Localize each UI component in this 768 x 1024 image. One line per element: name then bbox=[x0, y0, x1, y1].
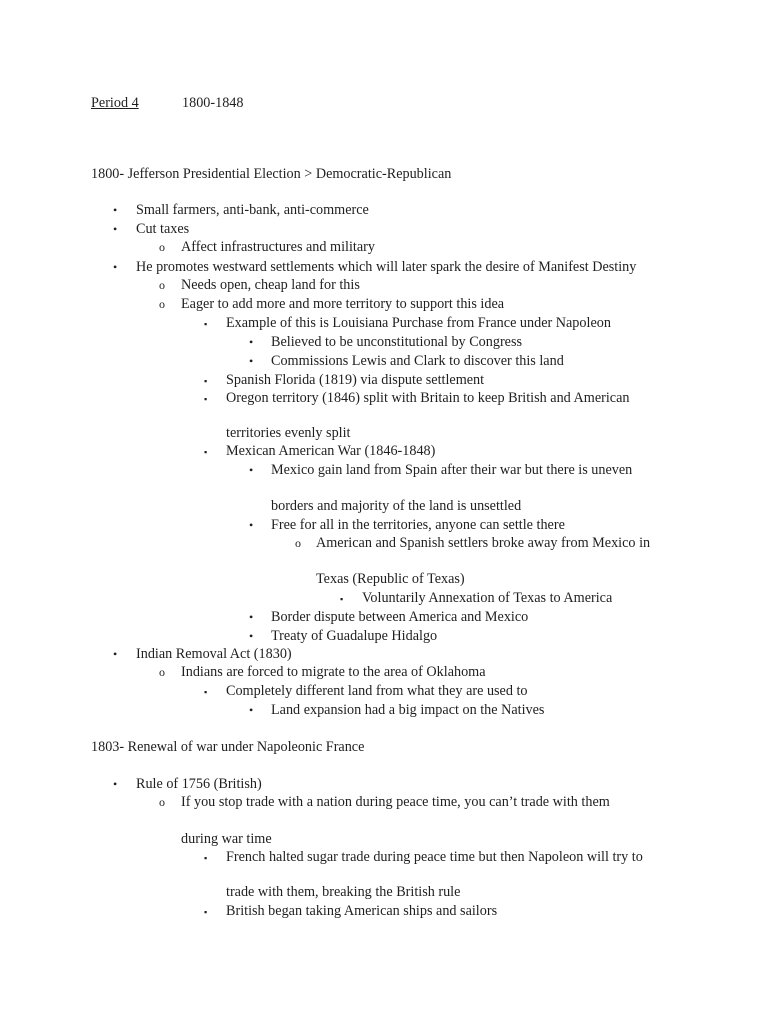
circle-marker: o bbox=[159, 795, 165, 809]
list-item-continuation: trade with them, breaking the British rule bbox=[226, 884, 461, 900]
circle-marker: o bbox=[159, 240, 165, 254]
bullet-marker: • bbox=[113, 777, 118, 791]
period-label: Period 4 bbox=[91, 95, 139, 111]
list-item-continuation: Texas (Republic of Texas) bbox=[316, 571, 465, 587]
list-item: Mexico gain land from Spain after their war but there is uneven bbox=[271, 462, 633, 478]
list-item-continuation: during war time bbox=[181, 831, 272, 847]
circle-marker: o bbox=[159, 297, 165, 311]
list-item: Indian Removal Act (1830) bbox=[136, 646, 292, 662]
square-marker: ▪ bbox=[204, 853, 208, 863]
section-heading-1800: 1800- Jefferson Presidential Election > Democratic-Republican bbox=[91, 166, 452, 182]
list-item: Indians are forced to migrate to the area of Oklahoma bbox=[181, 664, 486, 680]
bullet-marker: • bbox=[113, 647, 118, 661]
list-item: British began taking American ships and sailors bbox=[226, 903, 498, 919]
bullet-marker: • bbox=[249, 335, 254, 349]
list-item: Affect infrastructures and military bbox=[181, 239, 375, 255]
square-marker: ▪ bbox=[204, 687, 208, 697]
period-years: 1800-1848 bbox=[182, 95, 244, 111]
list-item: Border dispute between America and Mexico bbox=[271, 609, 529, 625]
list-item: Mexican American War (1846-1848) bbox=[226, 443, 436, 459]
list-item: Cut taxes bbox=[136, 221, 190, 237]
list-item: Oregon territory (1846) split with Britain to keep British and American bbox=[226, 390, 630, 406]
bullet-marker: • bbox=[113, 222, 118, 236]
circle-marker: o bbox=[295, 536, 301, 550]
list-item: Completely different land from what they are used to bbox=[226, 683, 528, 699]
list-item: Commissions Lewis and Clark to discover this land bbox=[271, 353, 564, 369]
bullet-marker: • bbox=[249, 629, 254, 643]
square-marker: ▪ bbox=[204, 319, 208, 329]
list-item: Needs open, cheap land for this bbox=[181, 277, 360, 293]
bullet-marker: • bbox=[249, 518, 254, 532]
list-item: French halted sugar trade during peace time but then Napoleon will try to bbox=[226, 849, 643, 865]
list-item: He promotes westward settlements which will later spark the desire of Manifest Destiny bbox=[136, 259, 637, 275]
square-marker: ▪ bbox=[204, 447, 208, 457]
list-item: Land expansion had a big impact on the Natives bbox=[271, 702, 545, 718]
list-item: Small farmers, anti-bank, anti-commerce bbox=[136, 202, 369, 218]
bullet-marker: • bbox=[249, 703, 254, 717]
list-item: American and Spanish settlers broke away from Mexico in bbox=[316, 535, 651, 551]
list-item-continuation: territories evenly split bbox=[226, 425, 351, 441]
list-item: Free for all in the territories, anyone can settle there bbox=[271, 517, 565, 533]
bullet-marker: • bbox=[113, 260, 118, 274]
square-marker: ▪ bbox=[204, 376, 208, 386]
list-item: Believed to be unconstitutional by Congress bbox=[271, 334, 523, 350]
circle-marker: o bbox=[159, 665, 165, 679]
list-item: Eager to add more and more territory to support this idea bbox=[181, 296, 505, 312]
bullet-marker: • bbox=[249, 354, 254, 368]
list-item: Spanish Florida (1819) via dispute settlement bbox=[226, 372, 485, 388]
bullet-marker: • bbox=[249, 610, 254, 624]
square-marker: ▪ bbox=[204, 907, 208, 917]
list-item-continuation: borders and majority of the land is unsettled bbox=[271, 498, 522, 514]
square-marker: ▪ bbox=[204, 394, 208, 404]
section-heading-1803: 1803- Renewal of war under Napoleonic France bbox=[91, 739, 365, 755]
list-item: Example of this is Louisiana Purchase from France under Napoleon bbox=[226, 315, 611, 331]
circle-marker: o bbox=[159, 278, 165, 292]
list-item: Treaty of Guadalupe Hidalgo bbox=[271, 628, 438, 644]
list-item: If you stop trade with a nation during peace time, you can’t trade with them bbox=[181, 794, 610, 810]
bullet-marker: • bbox=[113, 203, 118, 217]
bullet-marker: • bbox=[249, 463, 254, 477]
square-marker: ▪ bbox=[340, 594, 344, 604]
list-item: Voluntarily Annexation of Texas to America bbox=[362, 590, 613, 606]
list-item: Rule of 1756 (British) bbox=[136, 776, 262, 792]
